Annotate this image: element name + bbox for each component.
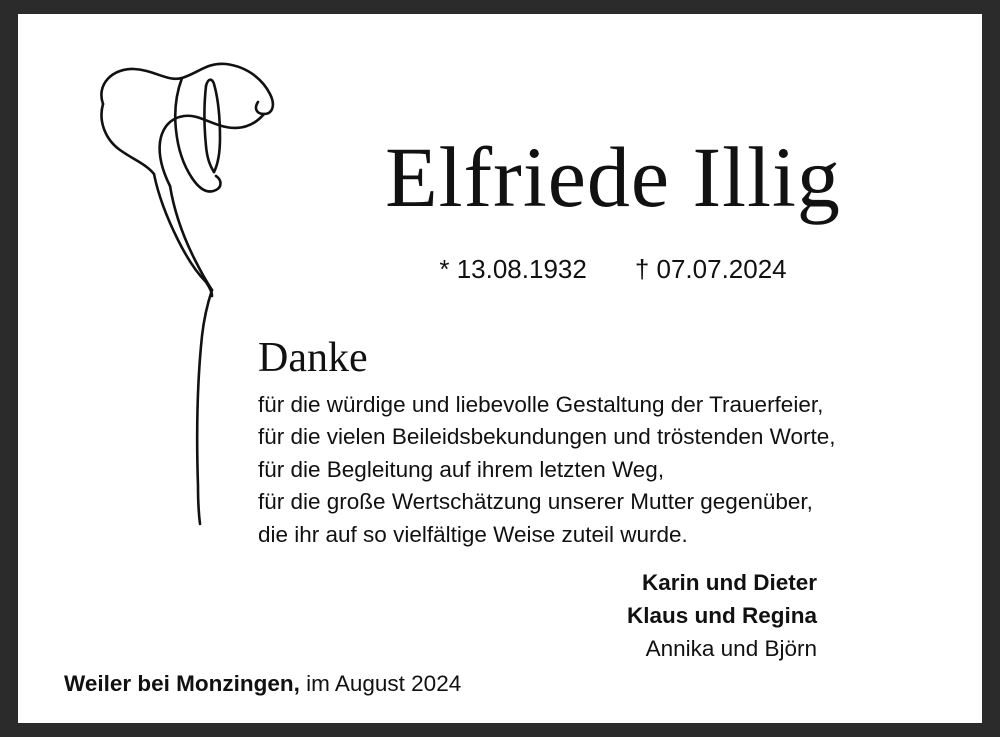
life-dates bbox=[263, 254, 963, 285]
calla-lily-icon bbox=[58, 34, 288, 534]
family-line: Klaus und Regina bbox=[626, 603, 817, 629]
family-line: Karin und Dieter bbox=[641, 570, 817, 595]
birth-date: * 13.08.1932 bbox=[439, 254, 587, 284]
place-name: Weiler bei Monzingen, bbox=[64, 671, 300, 696]
thanks-line: für die vielen Beileidsbekundungen und tröstenden Worte, bbox=[258, 424, 836, 450]
death-date: † 07.07.2024 bbox=[634, 254, 787, 284]
publication-date: im August 2024 bbox=[299, 671, 462, 696]
obituary-card bbox=[18, 14, 982, 723]
thanks-body bbox=[258, 389, 835, 551]
family-signatures bbox=[627, 566, 817, 665]
thanks-line: die ihr auf so vielfältige Weise zuteil wurde. bbox=[258, 521, 688, 547]
family-line: Annika und Björn bbox=[645, 636, 817, 662]
place-and-date bbox=[64, 671, 461, 697]
thanks-line: für die würdige und liebevolle Gestaltung der Trauerfeier, bbox=[258, 392, 824, 417]
thanks-line: für die Begleitung auf ihrem letzten Weg, bbox=[258, 456, 665, 482]
thanks-line: für die große Wertschätzung unserer Mutter gegenüber, bbox=[258, 489, 813, 515]
deceased-name: Elfriede Illig bbox=[385, 129, 841, 225]
thanks-heading: Danke bbox=[258, 335, 368, 381]
